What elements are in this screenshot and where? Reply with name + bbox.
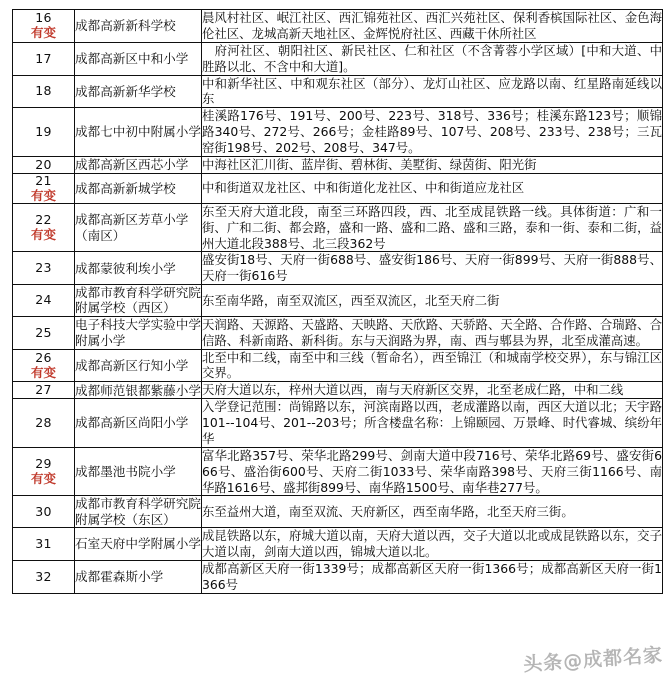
school-name-cell: 成都蒙彼利埃小学 [75,252,202,285]
row-number: 21 [35,172,52,188]
row-number: 22 [35,212,52,228]
school-name-cell: 成都高新新科学校 [75,10,202,43]
table-row [13,496,663,528]
school-name-cell: 成都高新新华学校 [75,75,202,108]
table-row [13,108,663,157]
school-name-cell: 成都高新区尚阳小学 [75,399,202,448]
row-number: 28 [35,415,52,431]
table-row [13,528,663,561]
zone-range-cell: 中和街道双龙社区、中和街道化龙社区、中和街道应龙社区 [202,173,663,203]
zone-range-cell: 北至中和二线，南至中和三线（暂命名），西至锦江（和城南学校交界），东与锦江区交界。 [202,349,662,381]
row-number: 29 [35,456,52,472]
zone-range-cell: 晨风村社区、岷江社区、西汇锦苑社区、西汇兴苑社区、保利香槟国际社区、金色海伦社区、龙城高新天地社区、金辉悦府社区、西藏干休所社区 [202,10,662,41]
change-flag: 有变 [30,364,56,380]
table-row [13,349,663,382]
row-number: 19 [35,124,52,140]
row-number: 30 [35,503,52,519]
zone-range-cell: 东至南华路，南至双流区，西至双流区，北至天府二街 [202,285,663,317]
row-index-cell [13,528,75,561]
zone-range-cell: 天润路、天源路、天盛路、天映路、天欣路、天骄路、天全路、合作路、合瑞路、合信路、科新南路、新科街。东与天润路为界，南、西与郫县为界，北至成灌高速。 [202,316,662,348]
table-row [13,285,663,317]
row-index-cell [13,349,75,382]
row-index-cell [13,156,75,173]
school-name-cell: 成都高新区西芯小学 [75,156,202,173]
row-number: 24 [35,292,52,308]
row-index-cell [13,252,75,285]
row-index-cell [13,10,75,43]
school-name-cell: 成都市教育科学研究院附属学校（东区） [75,496,201,527]
row-number: 18 [35,83,52,99]
school-name-cell: 成都市教育科学研究院附属学校（西区） [75,285,201,316]
change-flag: 有变 [30,25,56,41]
row-index-cell [13,447,75,496]
school-name-cell: 成都墨池书院小学 [75,447,202,496]
row-index-cell [13,316,75,349]
table-row [13,173,663,203]
row-index-cell [13,75,75,108]
table-row [13,203,663,252]
row-index-cell [13,285,75,317]
row-index-cell [13,203,75,252]
zone-range-cell: 府河社区、朝阳社区、新民社区、仁和社区（不含菁蓉小学区域）[中和大道、中胜路以北、不含中和大道]。 [202,42,662,74]
zone-range-cell: 中和新华社区、中和观东社区（部分）、龙灯山社区、应龙路以南、红星路南延线以东 [202,75,662,107]
row-index-cell [13,382,75,399]
row-number: 27 [35,382,52,398]
zone-range-cell: 入学登记范围：尚锦路以东，河滨南路以西，老成灌路以南，西区大道以北；天宇路101--104号、201--203号；所含楼盘名称：上锦颐园、万景峰、时代睿城、缤纷年华 [202,399,662,446]
table-row [13,382,663,399]
table-row [13,316,663,349]
table-body [13,10,663,594]
row-number: 17 [35,50,52,66]
school-name-cell: 成都七中初中附属小学 [75,108,202,157]
row-number: 32 [35,568,52,584]
zone-range-cell: 天府大道以东，梓州大道以西，南与天府新区交界，北至老成仁路，中和二线 [202,382,663,399]
row-number: 26 [35,349,52,365]
watermark: 头条@成都名家 [522,644,664,676]
zone-range-cell: 成昆铁路以东，府城大道以南，天府大道以西，交子大道以北或成昆铁路以东，交子大道以南，剑南大道以西，锦城大道以北。 [202,528,662,560]
change-flag: 有变 [30,471,56,487]
table-row [13,399,663,448]
table-row [13,75,663,108]
school-name-cell: 成都高新新城学校 [75,173,202,203]
row-number: 25 [35,324,52,340]
school-zone-table [12,9,663,594]
row-number: 20 [35,156,52,172]
zone-range-cell: 东至益州大道，南至双流、天府新区，西至南华路，北至天府三街。 [202,496,663,528]
change-flag: 有变 [30,227,56,243]
table-row [13,156,663,173]
school-name-cell: 石室天府中学附属小学 [75,528,202,561]
school-name-cell: 成都高新区芳草小学（南区） [75,203,202,252]
zone-range-cell: 桂溪路176号、191号、200号、223号、318号、336号；桂溪东路123号；顺锦路340号、272号、266号；金桂路89号、107号、208号、233号、238号；三瓦窑街198号、202号、208号、347号。 [202,108,662,155]
zone-range-cell: 中海社区汇川街、蓝岸街、碧林街、美墅街、绿茵街、阳光街 [202,156,663,173]
row-index-cell [13,399,75,448]
row-index-cell [13,496,75,528]
zone-range-cell: 成都高新区天府一街1339号；成都高新区天府一街1366号；成都高新区天府一街1366号 [202,560,662,592]
school-name-cell: 电子科技大学实验中学附属小学 [75,317,201,348]
table-row [13,42,663,75]
table-row [13,10,663,43]
school-name-cell: 成都霍森斯小学 [75,560,202,593]
school-name-cell: 成都高新区行知小学 [75,349,202,382]
zone-range-cell: 盛安街18号、天府一街688号、盛安街186号、天府一街899号、天府一街888号、天府一街616号 [202,252,662,284]
zone-range-cell: 富华北路357号、荣华北路299号、剑南大道中段716号、荣华北路69号、盛安街666号、盛治街600号、天府二街1033号、荣华南路398号、天府三街1166号、南华路1616号、盛邦街899号、南华路1500号、南华巷277号。 [202,447,662,495]
row-number: 23 [35,260,52,276]
row-index-cell [13,173,75,203]
school-name-cell: 成都师范银都紫藤小学 [75,382,201,398]
row-number: 16 [35,10,52,26]
row-index-cell [13,42,75,75]
school-name-cell: 成都高新区中和小学 [75,42,202,75]
table-row [13,447,663,496]
row-index-cell [13,560,75,593]
row-index-cell [13,108,75,157]
change-flag: 有变 [30,187,56,203]
zone-range-cell: 东至天府大道北段，南至三环路四段，西、北至成昆铁路一线。具体街道：广和一街、广和二街、都会路，盛和一路、盛和二路、盛和三路，泰和一街、泰和二街，益州大道北段388号、北三段362号 [202,203,662,251]
row-number: 31 [35,536,52,552]
table-row [13,252,663,285]
table-row [13,560,663,593]
